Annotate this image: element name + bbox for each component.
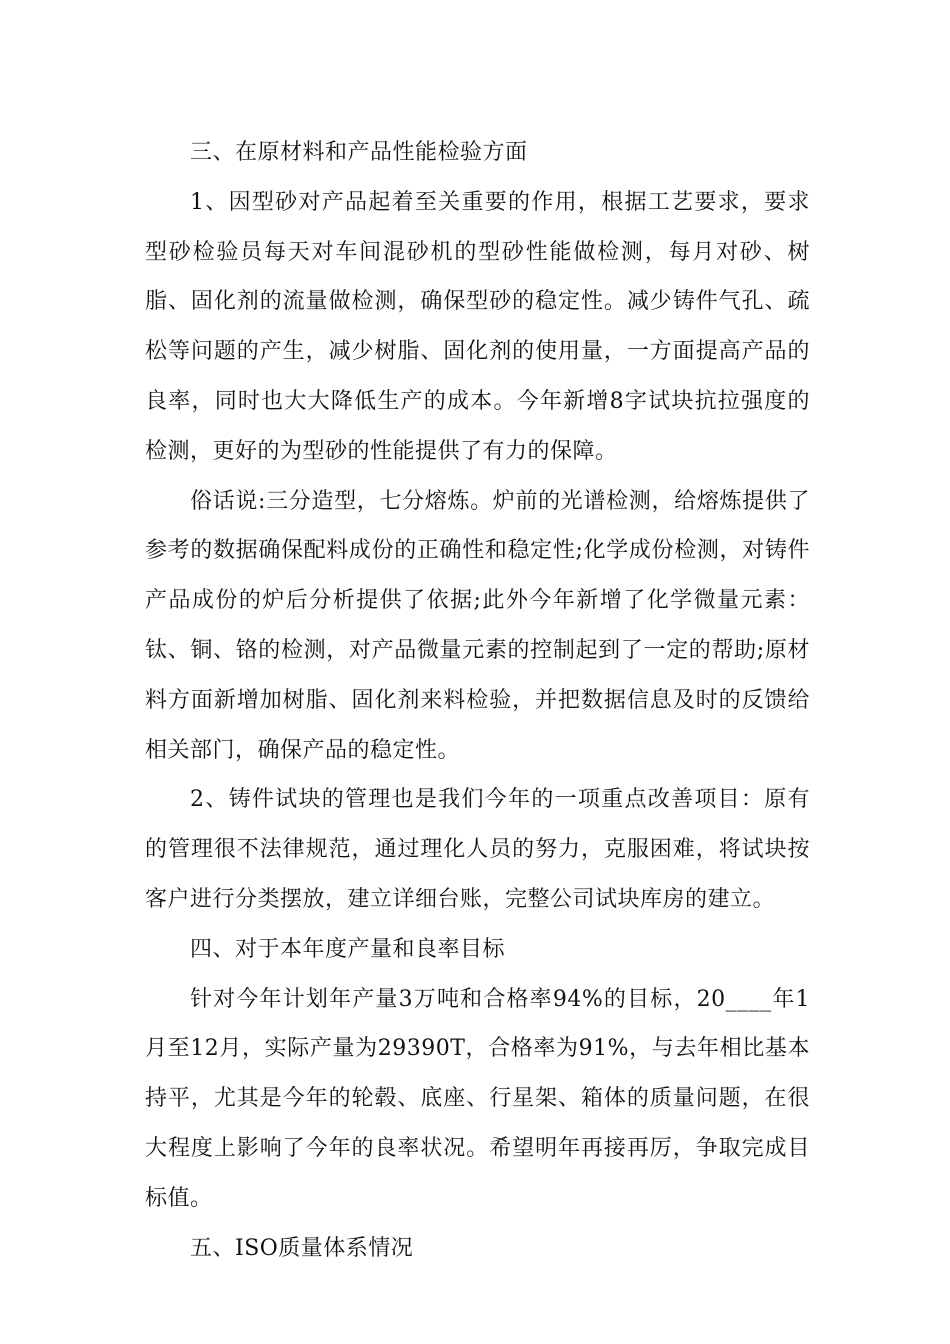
paragraph-smelting-inspection: 俗话说:三分造型，七分熔炼。炉前的光谱检测，给熔炼提供了参考的数据确保配料成份的正确性和稳定性;化学成份检测，对铸件产品成份的炉后分析提供了依据;此外今年新增了化学微量元素：钛、铜、铬的检测，对产品微量元素的控制起到了一定的帮助;原材料方面新增加树脂、固化剂来料检验，并把数据信息及时的反馈给相关部门，确保产品的稳定性。 xyxy=(145,488,810,763)
paragraph-test-block-management: 2、铸件试块的管理也是我们今年的一项重点改善项目：原有的管理很不法律规范，通过理化人员的努力，克服困难，将试块按客户进行分类摆放，建立详细台账，完整公司试块库房的建立。 xyxy=(145,787,810,912)
section-heading-iso-quality: 五、ISO质量体系情况 xyxy=(190,1235,414,1261)
section-heading-output-yield: 四、对于本年度产量和良率目标 xyxy=(190,936,506,962)
paragraph-output-yield: 针对今年计划年产量3万吨和合格率94%的目标，20____年1月至12月，实际产量为29390T，合格率为91%，与去年相比基本持平，尤其是今年的轮毂、底座、行星架、箱体的质量问题，在很大程度上影响了今年的良率状况。希望明年再接再厉，争取完成目标值。 xyxy=(145,986,810,1211)
document-body xyxy=(145,128,810,1273)
paragraph-molding-sand: 1、因型砂对产品起着至关重要的作用，根据工艺要求，要求型砂检验员每天对车间混砂机的型砂性能做检测，每月对砂、树脂、固化剂的流量做检测，确保型砂的稳定性。减少铸件气孔、疏松等问题的产生，减少树脂、固化剂的使用量，一方面提高产品的良率，同时也大大降低生产的成本。今年新增8字试块抗拉强度的检测，更好的为型砂的性能提供了有力的保障。 xyxy=(145,189,810,464)
section-heading-materials-inspection: 三、在原材料和产品性能检验方面 xyxy=(190,140,528,165)
